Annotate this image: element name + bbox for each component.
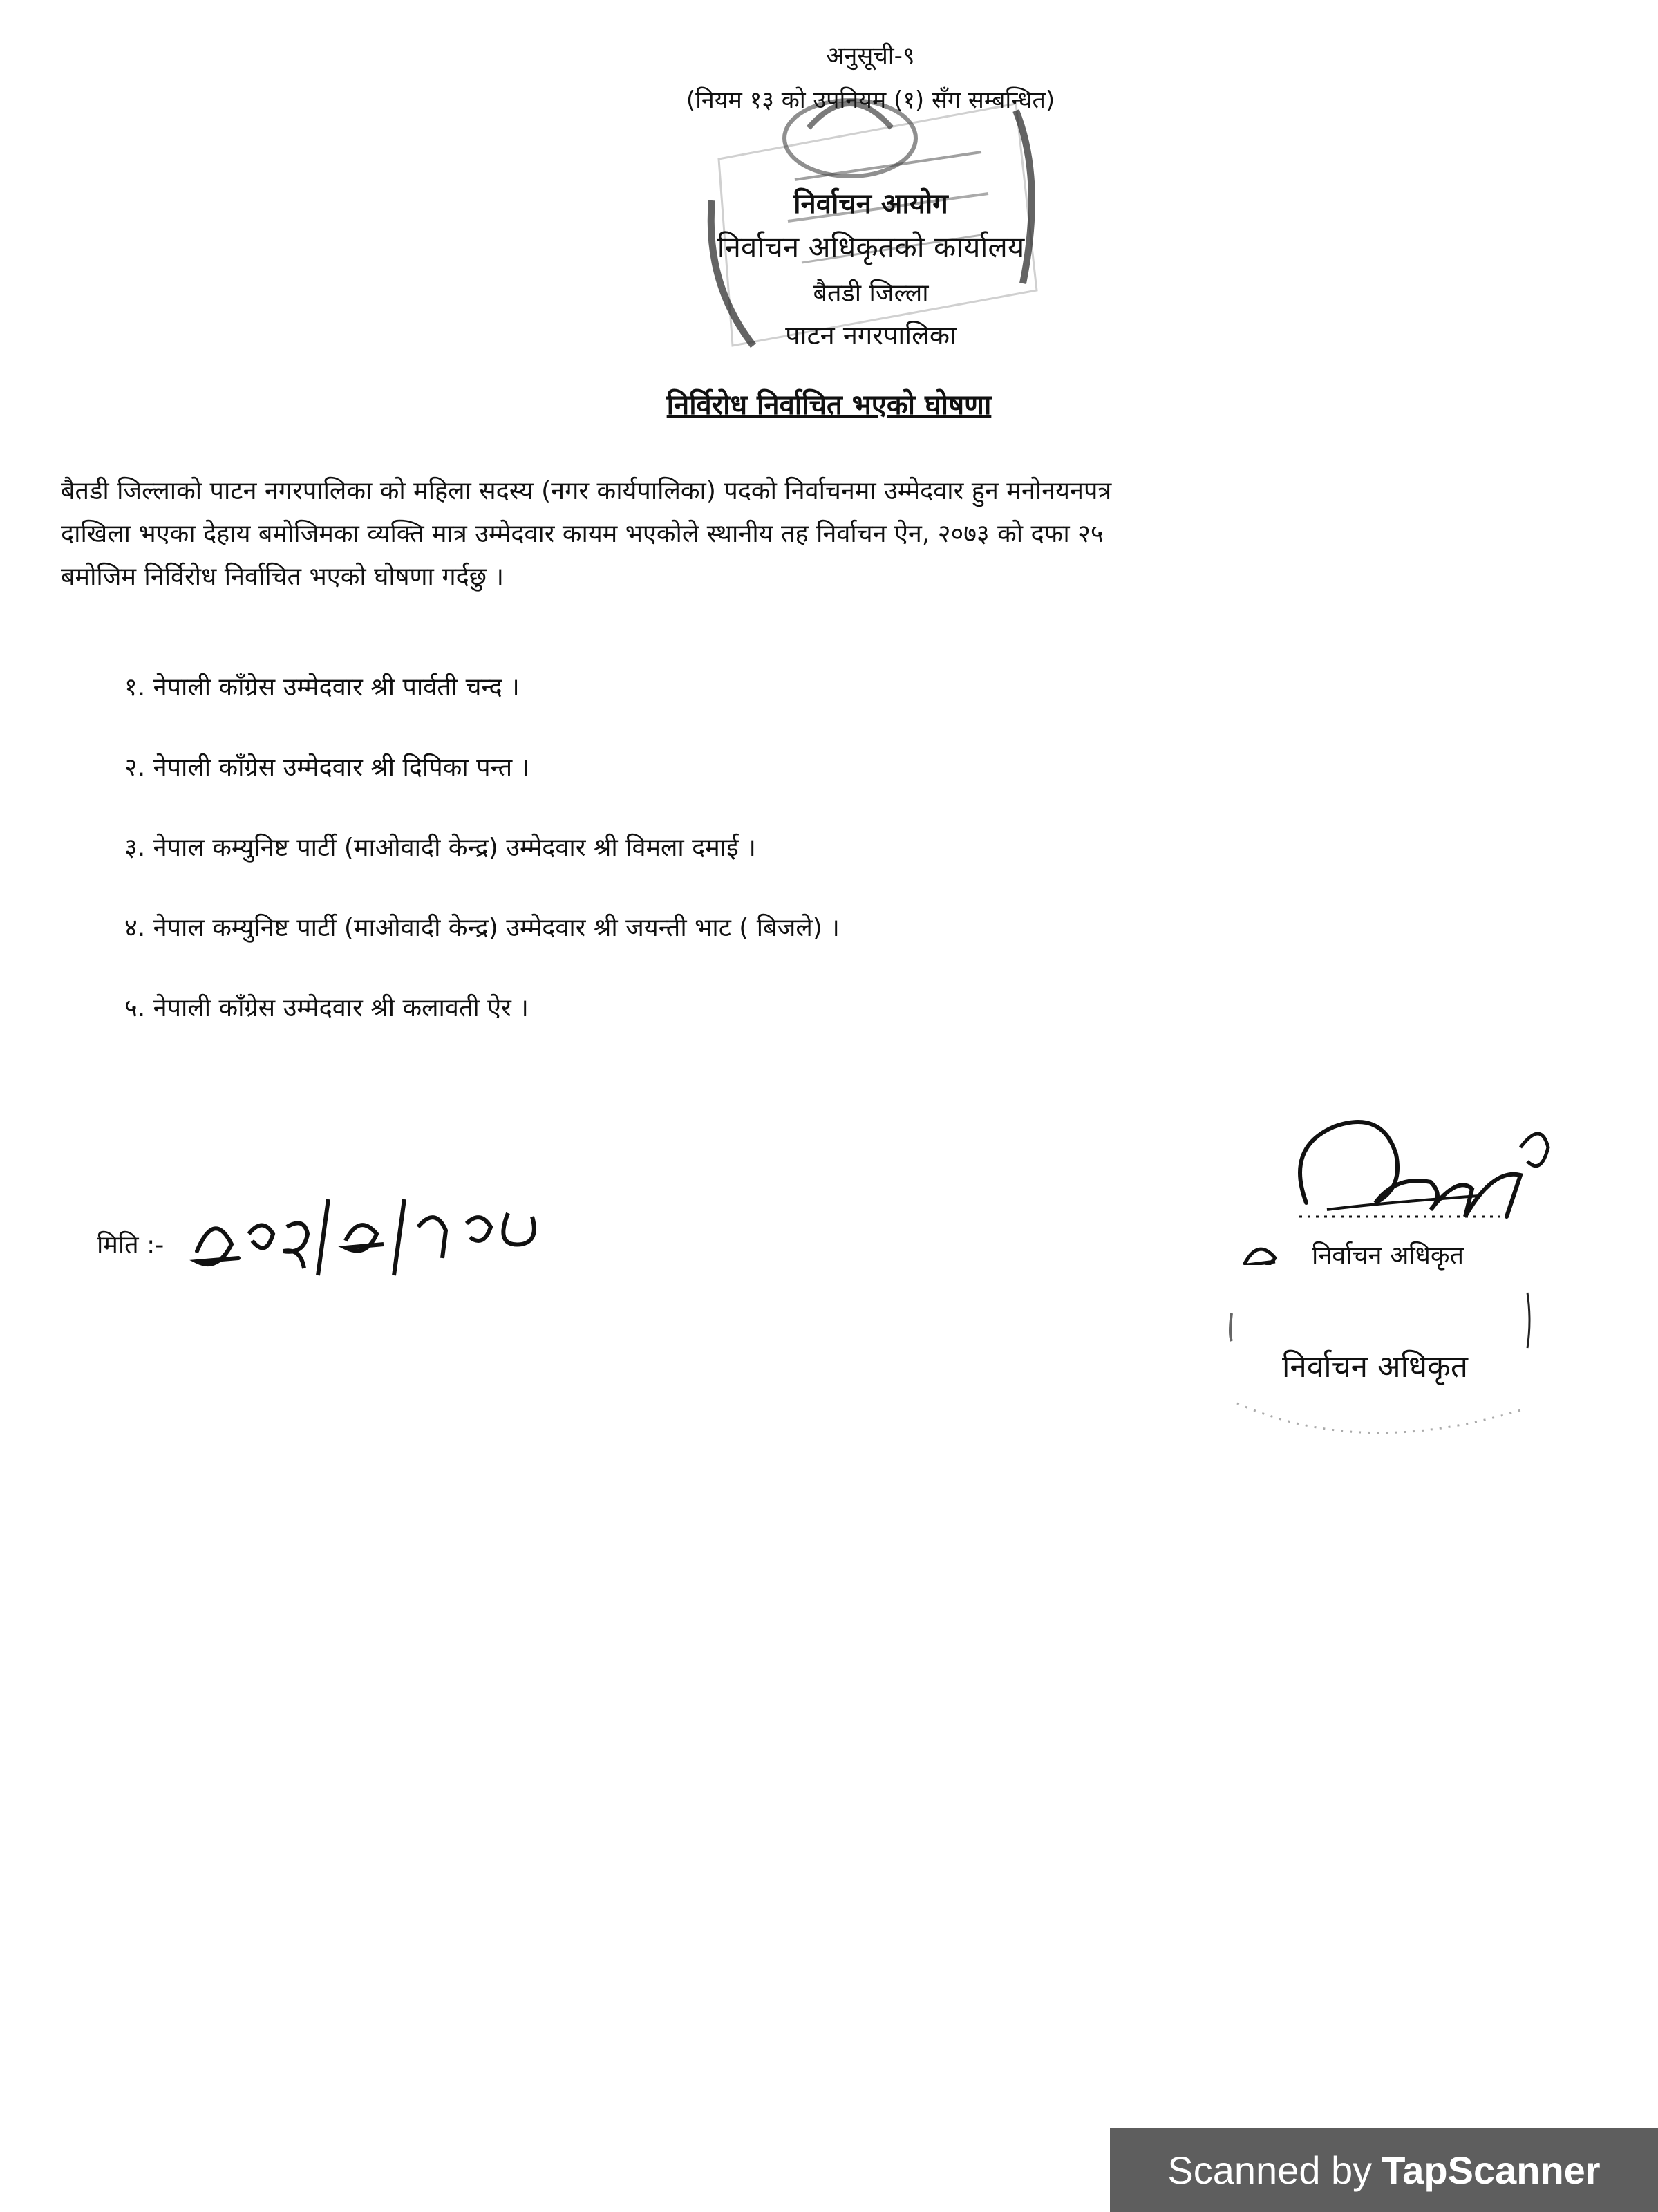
date-block [97, 1213, 581, 1289]
candidate-item: ४. नेपाल कम्युनिष्ट पार्टी (माओवादी केन्द्र) उम्मेदवार श्री जयन्ती भाट ( बिजले) । [124, 914, 840, 942]
declaration-line: बैतडी जिल्लाको पाटन नगरपालिका को महिला सदस्य (नगर कार्यपालिका) पदको निर्वाचनमा उम्मेदवार हुन मनोनयनपत्र [61, 477, 1112, 505]
watermark-brand: TapScanner [1382, 2148, 1601, 2192]
candidate-item: ३. नेपाल कम्युनिष्ट पार्टी (माओवादी केन्द्र) उम्मेदवार श्री विमला दमाई । [124, 834, 756, 862]
candidate-list [124, 667, 1299, 1068]
district-name: बैतडी जिल्ला [813, 279, 929, 308]
officer-office-name: निर्वाचन अधिकृतको कार्यालय [717, 230, 1025, 264]
schedule-label: अनुसूची-९ [826, 42, 915, 70]
candidate-item: १. नेपाली काँग्रेस उम्मेदवार श्री पार्वती चन्द । [124, 673, 520, 702]
commission-name: निर्वाचन आयोग [793, 188, 948, 220]
seal-text: निर्वाचन अधिकृत [1282, 1349, 1468, 1385]
declaration-paragraph [61, 470, 1277, 599]
document-title: निर्विरोध निर्वाचित भएको घोषणा [666, 389, 992, 421]
scanner-watermark [1110, 2128, 1658, 2212]
rule-reference: (नियम १३ को उपनियम (१) सँग सम्बन्धित) [686, 86, 1055, 114]
declaration-line: बमोजिम निर्विरोध निर्वाचित भएको घोषणा गर्दछु । [61, 563, 505, 591]
candidate-item: २. नेपाली काँग्रेस उम्मेदवार श्री दिपिका पन्त । [124, 753, 530, 782]
candidate-item: ५. नेपाली काँग्रेस उम्मेदवार श्री कलावती ऐर । [124, 994, 529, 1022]
declaration-line: दाखिला भएका देहाय बमोजिमका व्यक्ति मात्र उम्मेदवार कायम भएकोले स्थानीय तह निर्वाचन ऐन, २०७३ को दफा २५ [61, 520, 1104, 548]
date-label: मिति :- [97, 1231, 164, 1259]
municipality-name: पाटन नगरपालिका [785, 320, 957, 350]
watermark-prefix: Scanned by [1167, 2148, 1373, 2192]
handwritten-date [183, 1185, 570, 1282]
signatory-title: निर्वाचन अधिकृत [1312, 1241, 1464, 1270]
